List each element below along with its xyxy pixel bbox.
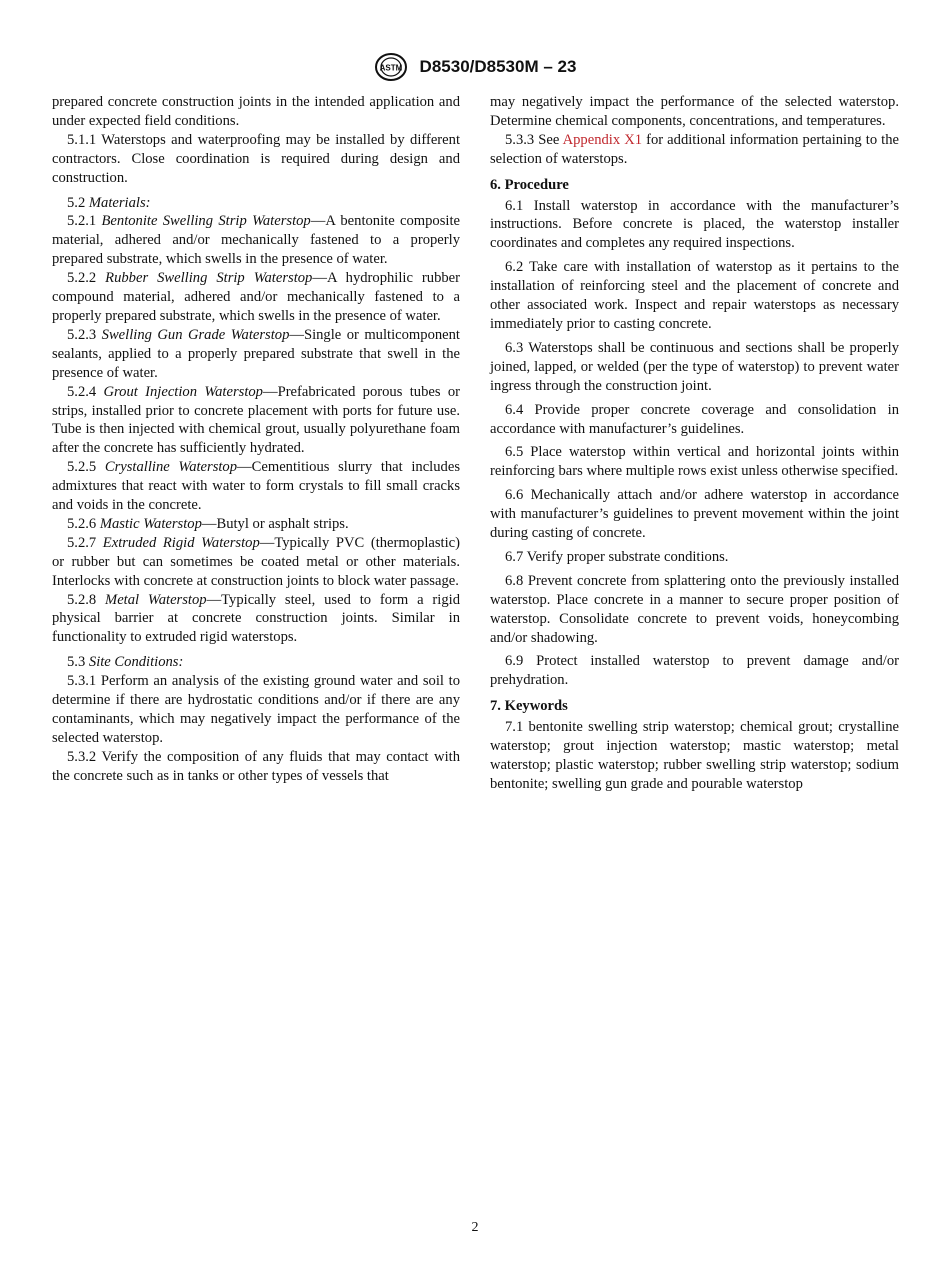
paragraph-6-1: 6.1 Install waterstop in accordance with the manufacturer’s instructions. Before concrete is placed, the waterstop installer coordinates and completes any required inspections. xyxy=(490,197,899,252)
paragraph-5-2-1: 5.2.1 Bentonite Swelling Strip Waterstop—A bentonite composite material, adhered and/or mechanically fastened to a properly prepared substrate, which swells in the presence of water. xyxy=(52,213,460,268)
appendix-x1-link[interactable]: Appendix X1 xyxy=(562,131,643,148)
paragraph-5-2-2: 5.2.2 Rubber Swelling Strip Waterstop—A hydrophilic rubber compound material, adhered and/or mechanically fastened to a properly prepared substrate, which swells in the presence of water. xyxy=(52,270,460,324)
page-header xyxy=(0,52,950,82)
right-column xyxy=(490,93,899,794)
section-6-heading: 6. Procedure xyxy=(490,176,569,193)
paragraph-5-2-3: 5.2.3 Swelling Gun Grade Waterstop—Single or multicomponent sealants, applied to a properly prepared substrate that swell in the presence of water. xyxy=(52,326,460,381)
section-7-heading: 7. Keywords xyxy=(490,698,568,715)
paragraph-6-6: 6.6 Mechanically attach and/or adhere waterstop in accordance with manufacturer’s guidelines to prevent movement within the joint during casting of concrete. xyxy=(490,487,899,542)
page-number: 2 xyxy=(471,1220,479,1235)
paragraph-6-8: 6.8 Prevent concrete from splattering onto the previously installed waterstop. Place concrete in a manner to secure proper position of waterstop. Consolidate concrete to prevent voids, honeycombing and/or shadowing. xyxy=(490,572,899,646)
paragraph-6-4: 6.4 Provide proper concrete coverage and consolidation in accordance with manufacturer’s guidelines. xyxy=(490,401,899,437)
document-designation: D8530/D8530M – 23 xyxy=(419,57,577,76)
section-5-3-heading: 5.3 Site Conditions: xyxy=(67,654,184,671)
section-5-2-heading: 5.2 Materials: xyxy=(67,194,151,211)
paragraph-5-3-2: 5.3.2 Verify the composition of any fluids that may contact with the concrete such as in tanks or other types of vessels that xyxy=(52,748,460,784)
paragraph-5-2-4: 5.2.4 Grout Injection Waterstop—Prefabricated porous tubes or strips, installed prior to concrete placement with ports for future use. Tube is then injected with chemical grout, usually polyurethane foam after the concrete has sufficiently hydrated. xyxy=(52,383,460,457)
paragraph-5-2-5: 5.2.5 Crystalline Waterstop—Cementitious slurry that includes admixtures that react with water to form crystals to fill small cracks and voids in the concrete. xyxy=(52,459,460,514)
paragraph-7-1: 7.1 bentonite swelling strip waterstop; chemical grout; crystalline waterstop; grout injection waterstop; mastic waterstop; metal waterstop; plastic waterstop; rubber swelling strip waterstop; sodium bentonite; swelling gun grade and pourable waterstop xyxy=(490,719,899,792)
paragraph-5-3-1: 5.3.1 Perform an analysis of the existing ground water and soil to determine if there are hydrostatic conditions and/or if there are any contaminants, which may negatively impact the performance of the selected waterstop. xyxy=(52,673,460,746)
paragraph-5-2-6: 5.2.6 Mastic Waterstop—Butyl or asphalt strips. xyxy=(67,515,349,532)
paragraph-6-2: 6.2 Take care with installation of waterstop as it pertains to the installation of reinforcing steel and the placement of concrete and other associated work. Inspect and repair waterstops as necessary immediately prior to casting concrete. xyxy=(490,259,899,332)
paragraph-5-1-1: 5.1.1 Waterstops and waterproofing may be installed by different contractors. Close coordination is required during design and construction. xyxy=(52,131,460,186)
paragraph-6-5: 6.5 Place waterstop within vertical and horizontal joints within reinforcing bars where multiple rows exist unless otherwise specified. xyxy=(490,444,899,480)
paragraph-5-3-3: 5.3.3 See Appendix X1 for additional information pertaining to the selection of waterstops. xyxy=(490,131,900,167)
paragraph-6-3: 6.3 Waterstops shall be continuous and sections shall be properly joined, lapped, or welded (per the type of waterstop) to prevent water ingress through the construction joint. xyxy=(490,339,899,394)
astm-logo xyxy=(374,52,408,82)
paragraph-6-9: 6.9 Protect installed waterstop to prevent damage and/or prehydration. xyxy=(490,653,899,689)
paragraph-5-2-8: 5.2.8 Metal Waterstop—Typically steel, used to form a rigid physical barrier at concrete construction joints. Similar in functionality to extruded rigid waterstops. xyxy=(52,591,460,646)
paragraph-5-3-2-continuation: may negatively impact the performance of the selected waterstop. Determine chemical components, concentrations, and temperatures. xyxy=(490,94,899,129)
paragraph-5-2-7: 5.2.7 Extruded Rigid Waterstop—Typically PVC (thermoplastic) or rubber but can sometimes be coated metal or other materials. Interlocks with concrete at construction joints to block water passage. xyxy=(52,534,461,589)
left-column xyxy=(52,93,460,786)
paragraph-6-7: 6.7 Verify proper substrate conditions. xyxy=(505,548,729,565)
logo-text: ASTM xyxy=(379,63,402,73)
paragraph-continuation: prepared concrete construction joints in the intended application and under expected field conditions. xyxy=(52,94,460,129)
